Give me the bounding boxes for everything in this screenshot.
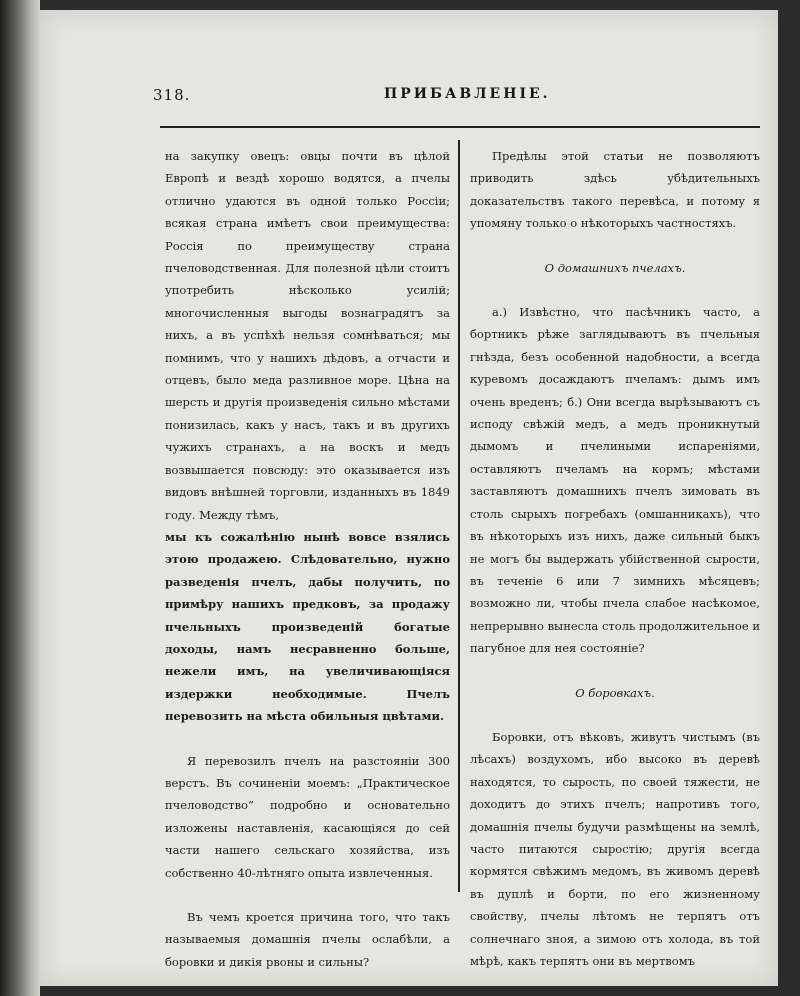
right-paragraph-3: Боровки, отъ вѣковъ, живутъ чистымъ (въ лѣсахъ) воздухомъ, ибо высоко въ деревѣ находятся, то сырость, по своей тяжести, не доходитъ до этихъ пчелъ; напротивъ того, домашнія пчелы будучи размѣщены на землѣ, часто питаются сыростію; другія всегда кормятся свѣжимъ медомъ, въ живомъ деревѣ въ дуплѣ и борти, по его жизненному свойству, пчелы лѣтомъ не терпятъ отъ солнечнаго зноя, а зимою отъ холода, въ той мѣрѣ, какъ терпятъ они въ мертвомъ xyxy=(470,729,760,968)
book-spine xyxy=(0,0,40,996)
left-paragraph-1-end: мы къ сожалѣнію нынѣ вовсе взялись этою продажею. Слѣдовательно, нужно разведенія пчелъ, дабы получить, по примѣру нашихъ предковъ, за продажу пчельныхъ произведеній богатые доходы, намъ несравненно больше, нежели имъ, на увеличивающіяся издержки необходимые. Пчелъ перевозить на мѣста обильныя цвѣтами. xyxy=(165,529,450,724)
running-title: ПРИБАВЛЕНІЕ. xyxy=(384,86,551,102)
left-paragraph-1: на закупку овецъ: овцы почти въ цѣлой Европѣ и вездѣ хорошо водятся, а пчелы отлично удаются въ одной только Россіи; всякая страна имѣетъ свои преимущества: Россія по преимуществу страна пчеловодственная. Для полезной цѣли стоитъ употребить нѣсколько усилій; многочисленныя выгоды вознаградятъ за нихъ, а въ успѣхѣ нельзя сомнѣваться; мы помнимъ, что у нашихъ дѣдовъ, а отчасти и отцевъ, было меда разливное море. Цѣна на шерсть и другія произведенія сильно мѣстами понизилась, какъ у насъ, такъ и въ другихъ чужихъ странахъ, а на воскъ и медъ возвышается повсюду: это оказывается изъ видовъ внѣшней торговли, изданныхъ въ 1849 году. Между тѣмъ, xyxy=(165,149,450,522)
page-number: 318. xyxy=(153,86,191,104)
header-rule xyxy=(160,126,760,128)
left-paragraph-3: Въ чемъ кроется причина того, что такъ называемыя домашнія пчелы ослабѣли, а боровки и дикія рвоны и сильны? xyxy=(165,910,450,969)
right-column xyxy=(470,145,760,972)
section-heading-wild-bees: О боровкахъ. xyxy=(575,685,655,700)
left-paragraph-2: Я перевозилъ пчелъ на разстояніи 300 верстъ. Въ сочиненіи моемъ: „Практическое пчеловодство“ подробно и основательно изложены наставленія, касающіяся до сей части нашего сельскаго хозяйства, изъ собственно 40-лѣтняго опыта извлеченныя. xyxy=(165,753,450,880)
right-paragraph-1: Предѣлы этой статьи не позволяютъ приводить здѣсь убѣдительныхъ доказательствъ такого перевѣса, и потому я упомяну только о нѣкоторыхъ частностяхъ. xyxy=(470,149,760,231)
section-heading-domestic-bees: О домашнихъ пчелахъ. xyxy=(544,260,686,275)
left-column xyxy=(165,145,450,973)
right-paragraph-2: а.) Извѣстно, что пасѣчникъ часто, а бортникъ рѣже заглядываютъ въ пчельныя гнѣзда, безъ особенной надобности, а всегда куревомъ досаждаютъ пчеламъ: дымъ имъ очень вреденъ; б.) Они всегда вырѣзываютъ съ исподу свѣжій медъ, а медъ проникнутый дымомъ и пчелиными испареніями, оставляютъ пчеламъ на кормъ; мѣстами заставляютъ домашнихъ пчелъ зимовать въ столь сырыхъ погребахъ (омшанникахъ), что въ нѣкоторыхъ изъ нихъ, даже сильный быкъ не могъ бы выдержать убійственной сырости, въ теченіе 6 или 7 зимнихъ мѣсяцевъ; возможно ли, чтобы пчела слабое насѣкомое, непрерывно вынесла столь продолжительное и пагубное для нея состояніе? xyxy=(470,305,760,656)
column-divider xyxy=(458,140,460,892)
